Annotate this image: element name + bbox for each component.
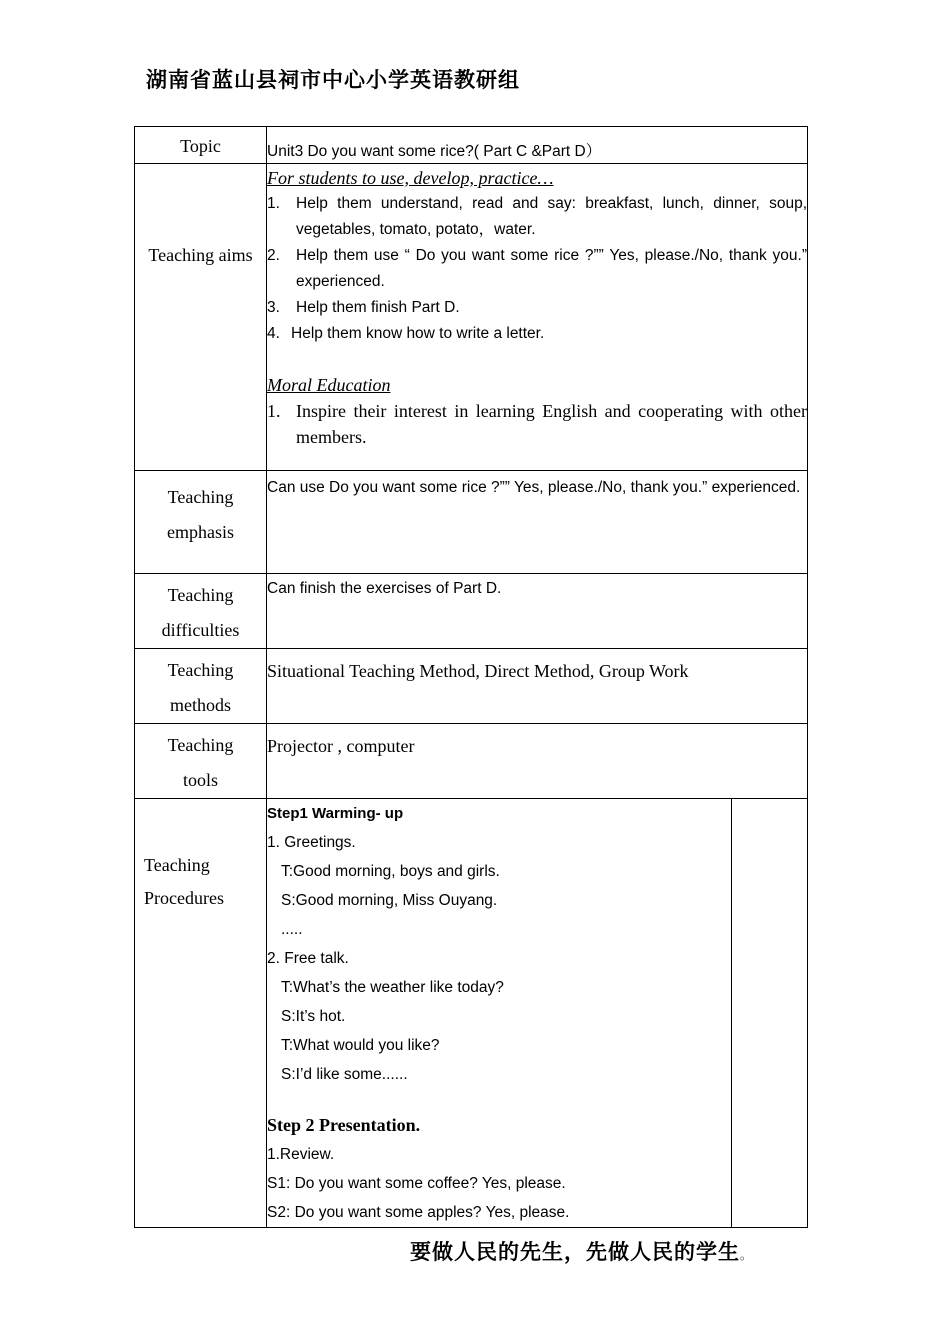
proc-line: T:What would you like? [281, 1037, 440, 1054]
methods-row [135, 649, 808, 724]
procedures-row [135, 799, 808, 1228]
step2-heading: Step 2 Presentation. [267, 1115, 421, 1135]
difficulties-label: Teaching difficulties [135, 574, 267, 649]
aims-item: 1. Help them understand, read and say: breakfast, lunch, dinner, soup, vegetables, tomato, potato，water. [267, 195, 808, 238]
proc-line: S:I’d like some...... [281, 1066, 408, 1083]
emphasis-value: Can use Do you want some rice ?”” Yes, please./No, thank you.” experienced. [267, 471, 808, 574]
lesson-plan-table [134, 126, 808, 1228]
aims-list [267, 191, 807, 347]
emphasis-row [135, 471, 808, 574]
difficulties-row [135, 574, 808, 649]
methods-label: Teaching methods [135, 649, 267, 724]
procedures-label: Teaching Procedures [135, 799, 267, 1228]
proc-line: 1. Greetings. [267, 834, 356, 851]
methods-value: Situational Teaching Method, Direct Method, Group Work [267, 649, 808, 724]
tools-row [135, 724, 808, 799]
aims-content [267, 164, 808, 471]
proc-line: S:Good morning, Miss Ouyang. [281, 892, 498, 909]
school-header: 湖南省蓝山县祠市中心小学英语教研组 [146, 67, 520, 92]
moral-title: Moral Education [267, 375, 391, 395]
moral-item: 1. Inspire their interest in learning English and cooperating with other members. [267, 401, 808, 447]
aims-row [135, 164, 808, 471]
aims-label: Teaching aims [135, 164, 267, 471]
aims-item: 2. Help them use “ Do you want some rice ?”” Yes, please./No, thank you.” experienced. [267, 247, 808, 290]
difficulties-value: Can finish the exercises of Part D. [267, 574, 808, 649]
proc-line: 2. Free talk. [267, 950, 349, 967]
emphasis-label: Teaching emphasis [135, 471, 267, 574]
proc-line: 1.Review. [267, 1146, 335, 1163]
aims-item: 3. Help them finish Part D. [267, 299, 460, 316]
topic-label: Topic [135, 127, 267, 164]
procedures-content [267, 799, 732, 1228]
topic-value: Unit3 Do you want some rice?( Part C &Part D） [267, 127, 808, 164]
step1-heading: Step1 Warming- up [267, 805, 404, 822]
moral-list [267, 398, 807, 450]
proc-line: S:It’s hot. [281, 1008, 346, 1025]
procedures-notes-cell [732, 799, 808, 1228]
proc-line: S2: Do you want some apples? Yes, please. [267, 1204, 570, 1221]
proc-line: ..... [281, 921, 303, 938]
aims-item: 4. Help them know how to write a letter. [267, 325, 545, 342]
proc-line: S1: Do you want some coffee? Yes, please. [267, 1175, 566, 1192]
motto-footer: 要做人民的先生，先做人民的学生。 [410, 1239, 754, 1264]
topic-row [135, 127, 808, 164]
proc-line: T:Good morning, boys and girls. [281, 863, 500, 880]
tools-label: Teaching tools [135, 724, 267, 799]
aims-subtitle: For students to use, develop, practice… [267, 168, 554, 188]
tools-value: Projector , computer [267, 724, 808, 799]
proc-line: T:What’s the weather like today? [281, 979, 504, 996]
